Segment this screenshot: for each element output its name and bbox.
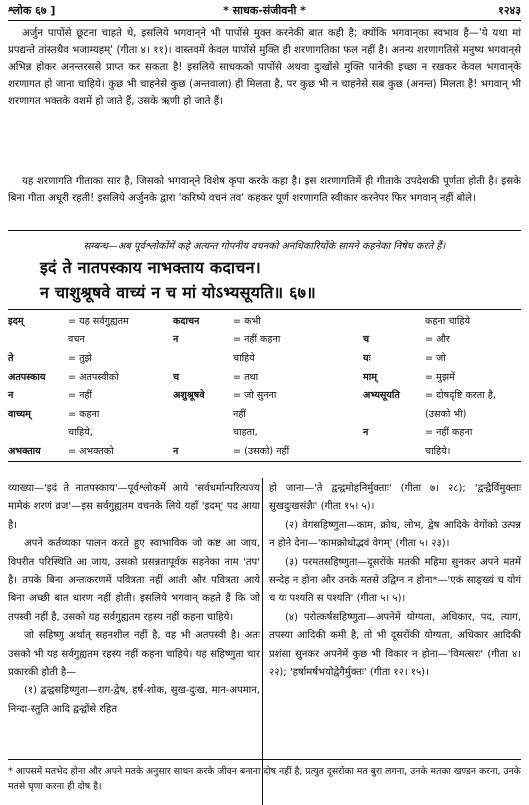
header-book-title: * साधक-संजीवनी *	[223, 4, 306, 17]
sanskrit-word	[361, 404, 423, 423]
paragraph-1: अर्जुन पापोंसे छूटना चाहते थे, इसलिये भगवान्‌ने भी पापोंसे मुक्त करनेकी बात कही है; क्योंकि भगवान्‌का स्वभाव है—'ये यथा मां प्रपद्यन्ते तांस्तथैव भजाम्यहम्' (गीता ४। ११)। वास्तवमें केवल पापोंसे मुक्ति ही शरणागतिका फल नहीं है। अनन्य शरणागतिसे मनुष्य भगवान्‌से अभिन्न होकर अनन्तरससे प्राप्त कर सकता है! इसलिये साधकको पापोंसे अथवा दुःखोंसे मुक्ति पानेकी इच्छा न रखकर केवल भगवान्‌के शरणागत हो जाना चाहिये। कुछ भी चाहनेसे कुछ (अन्तवाला) ही मिलता है, पर कुछ भी न चाहनेसे सब कुछ (अनन्त) मिलता है! भगवान्‌ भी शरणागत भक्तके वशमें हो जाते हैं, उसके ऋणी हो जाते हैं।	[8, 28, 521, 107]
commentary-paragraph: अपने कर्तव्यका पालन करते हुए स्वाभाविक जो कष्ट आ जाय, विपरीत परिस्थिति आ जाय, उसको प्रसन्नतापूर्वक सहनेका नाम 'तप' है। तपके बिना अन्तःकरणमें पवित्रता नहीं आती और पवित्रता आये बिना अच्छी बात धारण नहीं होती। इसलिये भगवान्‌ कहते हैं कि जो तपस्वी नहीं है, उसको यह सर्वगुह्यतम रहस्य नहीं कहना चाहिये।	[8, 538, 260, 623]
word-meaning: = अभक्तको	[68, 445, 114, 457]
word-meaning: = कहना	[68, 408, 100, 420]
word-meaning: = नहीं कहना	[425, 427, 473, 439]
sanskrit-word: अभक्ताय	[8, 445, 41, 457]
sanskrit-word: यः	[363, 352, 371, 364]
word-meaning: चाहता,	[233, 427, 258, 439]
sanskrit-word: ते	[8, 352, 14, 364]
footnote-rule	[8, 759, 521, 760]
word-meaning-table	[6, 311, 523, 460]
verse-line-2: न चाशुश्रूषवे वाच्यं न च मां योऽभ्यसूयति॥ ६७॥	[40, 283, 316, 302]
commentary-right-column	[269, 480, 521, 682]
sanskrit-word: माम्	[363, 371, 377, 383]
sanskrit-word	[6, 423, 66, 442]
word-meaning: नहीं	[233, 408, 246, 420]
header-page-number: १२४३	[498, 4, 521, 17]
word-meaning: = और	[425, 334, 450, 346]
sanskrit-word: न	[363, 427, 369, 439]
sanskrit-word: न	[8, 390, 14, 402]
word-meaning: = दोषदृष्टि करता है,	[425, 390, 496, 402]
column-divider	[262, 478, 263, 805]
table-bottom-rule	[8, 461, 521, 462]
sambandh-intro: सम्बन्ध—अब पूर्वश्लोकोंमें कहे अत्यन्त गोपनीय वचनको अनधिकारियोंके सामने कहनेका निषेध करते हैं।	[83, 241, 446, 252]
table-top-rule	[8, 309, 521, 310]
sanskrit-word: वाच्यम्	[8, 408, 31, 420]
sanskrit-word	[6, 330, 66, 349]
word-meaning: = अतपस्वीको	[68, 371, 119, 383]
commentary-paragraph: हो जाना—'ते द्वन्द्वमोहनिर्मुक्ताः' (गीता ७। २८); 'द्वन्द्वैर्विमुक्ताः सुखदुःखसंज्ञैः' (गीता १५। ५)।	[269, 483, 521, 513]
word-meaning: = जो सुनना	[233, 390, 277, 402]
running-header	[8, 3, 521, 19]
sanskrit-word	[361, 311, 423, 330]
commentary-left-column	[8, 480, 260, 719]
word-meaning: = मुझमें	[425, 371, 455, 383]
sanskrit-word: इदम्	[8, 315, 24, 327]
sanskrit-word: कदाचन	[173, 315, 200, 327]
section-rule	[8, 230, 521, 231]
sanskrit-word	[361, 441, 423, 460]
word-meaning: (उसको भी)	[425, 408, 467, 420]
sanskrit-word: च	[173, 371, 180, 383]
word-meaning: चाहिये	[233, 352, 255, 364]
commentary-paragraph: व्याख्या—'इदं ते नातपस्काय'—पूर्वश्लोकमें आये 'सर्वधर्मान्परित्यज्य मामेकं शरणं व्रज'—इस सर्वगुह्यतम वचनके लिये यहाँ 'इदम्' पद आया है।	[8, 483, 260, 531]
sanskrit-word: च	[363, 334, 370, 346]
header-verse-ref: श्लोक ६७ ]	[8, 4, 56, 17]
word-meaning-row	[6, 404, 523, 423]
word-meaning: चाहिये,	[68, 427, 93, 439]
word-meaning-row	[6, 330, 523, 349]
word-meaning-row	[6, 348, 523, 367]
word-meaning: चाहिये।	[425, 445, 451, 457]
paragraph-2: यह शरणागति गीताका सार है, जिसको भगवान्‌ने विशेष कृपा करके कहा है। इस शरणागतिमें ही गीताके उपदेशकी पूर्णता होती है। इसके बिना गीता अधूरी रहती! इसलिये अर्जुनके द्वारा 'करिष्ये वचनं तव' कहकर पूर्ण शरणागति स्वीकार करनेपर फिर भगवान्‌ नहीं बोले।	[8, 176, 521, 204]
sanskrit-word	[171, 404, 231, 423]
sanskrit-word: अशुश्रूषवे	[173, 390, 205, 402]
word-meaning: = नहीं	[68, 390, 92, 402]
commentary-paragraph: (४) परोत्कर्षसहिष्णुता—अपनेमें योग्यता, अधिकार, पद, त्याग, तपस्या आदिकी कमी है, तो भी दूसरोंकी योग्यता, अधिकार आदिकी प्रशंसा सुनकर अपनेमें कुछ भी विकार न होना—'विमत्सरः' (गीता ४। २२); 'हर्षामर्षभयोद्वेगैर्मुक्तः' (गीता १२। १५)।	[269, 611, 521, 679]
word-meaning: वचन	[68, 334, 85, 346]
word-meaning: = कभी	[233, 315, 261, 327]
word-meaning: = जो	[425, 352, 446, 364]
word-meaning: = नहीं कहना	[233, 334, 281, 346]
commentary-paragraph: (२) वेगसहिष्णुता—काम, क्रोध, लोभ, द्वेष आदिके वेगोंको उत्पन्न न होने देना—'कामक्रोधोद्भवं वेगम्' (गीता ५। २३)।	[269, 519, 521, 550]
sanskrit-word: न	[173, 445, 179, 457]
sanskrit-word	[171, 348, 231, 367]
word-meaning: = यह सर्वगुह्यतम	[68, 315, 129, 327]
sanskrit-word	[171, 423, 231, 442]
verse-line-1: इदं ते नातपस्काय नाभक्ताय कदाचन।	[40, 258, 261, 277]
word-meaning: कहना चाहिये	[425, 315, 471, 327]
word-meaning: = (उसको) नहीं	[233, 445, 290, 457]
word-meaning: = तुझे	[68, 352, 92, 364]
sanskrit-word: अभ्यसूयति	[363, 390, 400, 402]
sanskrit-word: अतपस्काय	[8, 371, 46, 383]
word-meaning-row	[6, 367, 523, 386]
commentary-paragraph: (१) द्वन्द्वसहिष्णुता—राग-द्वेष, हर्ष-शोक, सुख-दुःख, मान-अपमान, निन्दा-स्तुति आदि द्वन्द्वोंसे रहित	[8, 685, 260, 715]
commentary-paragraph: (३) परमतसहिष्णुता—दूसरोंके मतकी महिमा सुनकर अपने मतमें सन्देह न होना और उनके मतसे उद्विग्न न होना*—'एकं साङ्ख्यं च योगं च यः पश्यति स पश्यति' (गीता ५। ५)।	[269, 556, 521, 605]
header-rule	[8, 20, 521, 21]
word-meaning: = तथा	[233, 371, 259, 383]
footnote: * आपसमें मतभेद होना और अपने मतके अनुसार साधन करके जीवन बनाना दोष नहीं है, प्रत्युत दूसरोंका मत बुरा लगना, उनके मतका खण्डन करना, उनके मतसे घृणा करना ही दोष है।	[8, 766, 521, 792]
sanskrit-word: न	[173, 334, 179, 346]
word-meaning-row	[6, 423, 523, 442]
word-meaning-row	[6, 441, 523, 460]
word-meaning-row	[6, 311, 523, 330]
word-meaning-row	[6, 385, 523, 404]
commentary-paragraph: जो सहिष्णु अर्थात्‌ सहनशील नहीं है, वह भी अतपस्वी है। अतः उसको भी यह सर्वगुह्यतम रहस्य नहीं कहना चाहिये। यह सहिष्णुता चार प्रकारकी होती है—	[8, 630, 260, 679]
